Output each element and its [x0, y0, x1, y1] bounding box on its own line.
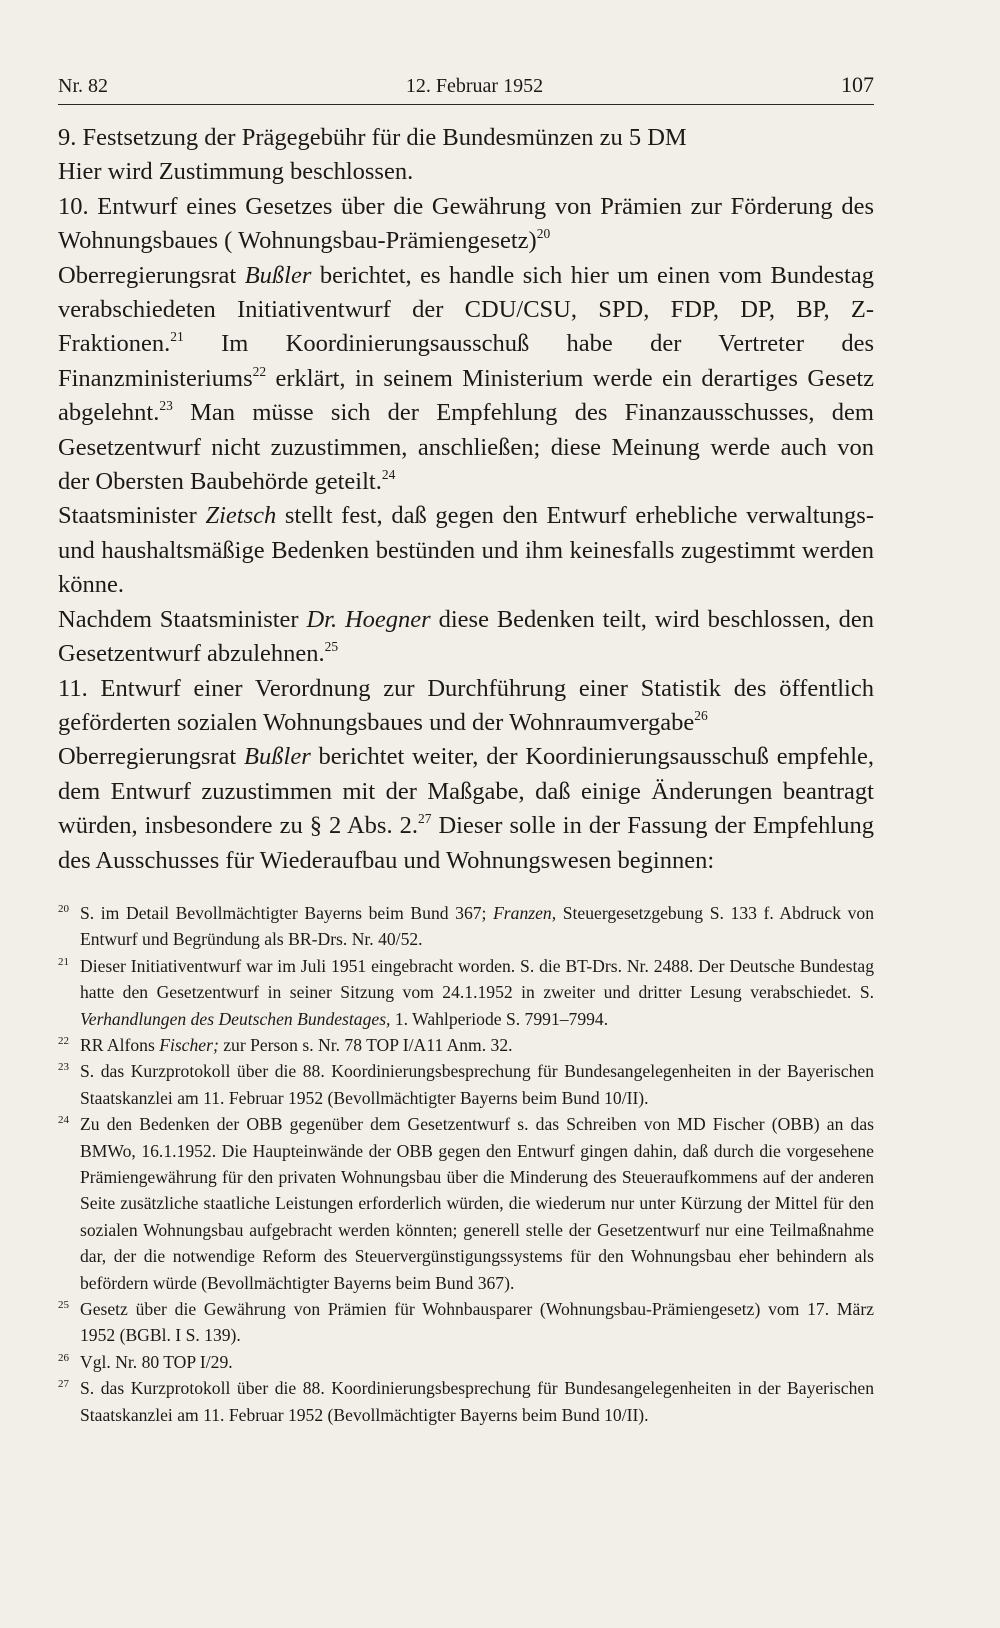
footnote — [58, 953, 874, 1032]
footnote-number: 24 — [58, 1114, 69, 1127]
italic-name: Bußler — [244, 743, 311, 771]
paragraph — [58, 190, 874, 259]
text-run: erklärt, in seinem Ministerium werde ein derartiges Gesetz abgelehnt. — [58, 364, 874, 427]
italic-name: Verhandlungen des Deutschen Bundestages, — [80, 1008, 391, 1029]
paragraph — [58, 259, 874, 500]
text-run: Oberregierungsrat — [58, 743, 245, 771]
footnote — [58, 1296, 874, 1349]
text-run: berichtet weiter, der Koordinierungsausschuß empfehle, dem Entwurf zuzustimmen mit der Maßgabe, daß einige Änderungen beantragt würden, insbesondere zu § 2 Abs. 2. — [58, 743, 874, 840]
text-run: Steuergesetzgebung S. 133 f. Abdruck von Entwurf und Begründung als BR-Drs. Nr. 40/52. — [80, 902, 874, 950]
text-run: 10. Entwurf eines Gesetzes über die Gewährung von Prämien zur Förderung des Wohnungsbaues ( Wohnungsbau-Prämiengesetz) — [58, 192, 874, 255]
footnote-reference: 25 — [324, 639, 339, 654]
text-run: stellt fest, daß gegen den Entwurf erhebliche verwaltungs- und haushaltsmäßige Bedenken bestünden und ihm keinesfalls zugestimmt werden könne. — [58, 502, 874, 599]
text-run: 9. Festsetzung der Prägegebühr für die Bundesmünzen zu 5 DM — [58, 124, 687, 151]
text-run: Nachdem Staatsminister — [58, 605, 307, 633]
footnote-reference: 24 — [381, 466, 396, 482]
footnote-number: 20 — [58, 902, 69, 915]
footnote-reference: 20 — [536, 226, 551, 242]
footnote — [58, 900, 874, 953]
paragraph — [58, 155, 874, 189]
text-run: Man müsse sich der Empfehlung des Finanzausschusses, dem Gesetzentwurf nicht zuzustimmen, anschließen; diese Meinung werde auch von der Obersten Baubehörde geteilt. — [58, 399, 874, 496]
footnote-text — [80, 900, 874, 953]
footnote-text — [80, 1375, 874, 1428]
paragraph — [58, 672, 874, 741]
footnote-number: 21 — [58, 955, 69, 968]
footnote-text — [80, 1296, 874, 1349]
footnote-number: 22 — [58, 1034, 69, 1047]
text-run: 1. Wahlperiode S. 7991–7994. — [390, 1008, 609, 1029]
italic-name: Franzen, — [493, 902, 557, 923]
paragraph — [58, 121, 874, 155]
footnote-number: 26 — [58, 1351, 69, 1364]
footnote-text — [80, 1032, 874, 1058]
page — [58, 72, 874, 1428]
text-run: S. das Kurzprotokoll über die 88. Koordinierungsbesprechung für Bundesangelegenheiten in der Bayerischen Staatskanzlei am 11. Februar 1952 (Bevollmächtigter Bayerns beim Bund 10/II). — [80, 1061, 874, 1108]
footnote-separator — [58, 878, 874, 900]
text-run: Dieser solle in der Fassung der Empfehlung des Ausschusses für Wiederaufbau und Wohnungswesen beginnen: — [58, 812, 874, 874]
text-run: RR Alfons — [80, 1034, 160, 1055]
text-run: S. im Detail Bevollmächtigter Bayerns beim Bund 367; — [80, 902, 494, 923]
footnote — [58, 1375, 874, 1428]
text-run: zur Person s. Nr. 78 TOP I/A11 Anm. 32. — [218, 1034, 513, 1055]
footnote-number: 23 — [58, 1061, 69, 1074]
footnote — [58, 1111, 874, 1296]
footnote-text — [80, 1058, 874, 1111]
running-header — [58, 72, 874, 105]
text-run: Hier wird Zustimmung beschlossen. — [58, 158, 414, 186]
footnote-text — [80, 953, 874, 1032]
text-run: S. das Kurzprotokoll über die 88. Koordinierungsbesprechung für Bundesangelegenheiten in der Bayerischen Staatskanzlei am 11. Februar 1952 (Bevollmächtigter Bayerns beim Bund 10/II). — [80, 1378, 874, 1425]
text-run: 11. Entwurf einer Verordnung zur Durchführung einer Statistik des öffentlich geförderten sozialen Wohnungsbaues und der Wohnraumvergabe — [58, 674, 874, 736]
italic-name: Bußler — [244, 261, 312, 289]
text-run: Dieser Initiativentwurf war im Juli 1951 eingebracht worden. S. die BT-Drs. Nr. 2488. Der Deutsche Bundestag hatte den Gesetzentwurf in seiner Sitzung vom 24.1.1952 in zweiter und dritter Lesung verabschiedet. S. — [80, 955, 874, 1003]
italic-name: Dr. Hoegner — [306, 605, 431, 633]
italic-name: Fischer; — [159, 1034, 219, 1055]
footnote-reference: 27 — [417, 811, 432, 827]
main-text — [58, 121, 874, 878]
footnote — [58, 1349, 874, 1375]
header-date: 12. Februar 1952 — [405, 75, 544, 97]
text-run: berichtet, es handle sich hier um einen vom Bundestag verabschiedeten Initiativentwurf der CDU/CSU, SPD, FDP, DP, BP, Z-Fraktionen. — [58, 261, 874, 358]
footnote-text — [80, 1111, 874, 1296]
footnote-reference: 22 — [252, 363, 267, 379]
italic-name: Zietsch — [205, 502, 277, 530]
text-run: Gesetz über die Gewährung von Prämien für Wohnbausparer (Wohnungsbau-Prämiengesetz) vom 17. März 1952 (BGBl. I S. 139). — [80, 1299, 874, 1346]
paragraph — [58, 740, 874, 878]
footnote-reference: 26 — [694, 707, 708, 723]
footnote — [58, 1058, 874, 1111]
paragraph — [58, 499, 874, 602]
text-run: diese Bedenken teilt, wird beschlossen, den Gesetzentwurf abzulehnen. — [58, 605, 874, 668]
footnote-number: 25 — [58, 1299, 69, 1312]
footnote-text — [80, 1349, 874, 1375]
text-run: Vgl. Nr. 80 TOP I/29. — [80, 1351, 233, 1372]
footnote-reference: 23 — [159, 398, 173, 414]
footnote-number: 27 — [58, 1378, 69, 1391]
text-run: Oberregierungsrat — [58, 261, 245, 289]
page-number: 107 — [840, 72, 874, 97]
text-run: Zu den Bedenken der OBB gegenüber dem Gesetzentwurf s. das Schreiben von MD Fischer (OBB) an das BMWo, 16.1.1952. Die Haupteinwände der OBB gegen den Entwurf gingen dahin, daß durch die vorgesehene Prämiengewährung für den privaten Wohnungsbau über die Minderung des Steueraufkommens auf der anderen Seite zusätzliche staatliche Leistungen erforderlich würden, die wiederum nur unter Kürzung der Mittel für den sozialen Wohnungsbau aufgebracht werden könnten; generell stelle der Gesetzentwurf nur eine Teilmaßnahme dar, der die notwendige Reform des Steuervergünstigungssystems für den Wohnungsbau eher behindern als befördern würde (Bevollmächtigter Bayerns beim Bund 367). — [80, 1114, 874, 1293]
text-run: Im Koordinierungsausschuß habe der Vertreter des Finanzministeriums — [58, 330, 874, 392]
footnote-reference: 21 — [170, 329, 184, 345]
document-number: Nr. 82 — [58, 75, 108, 97]
footnotes — [58, 900, 874, 1428]
text-run: Staatsminister — [58, 502, 206, 530]
footnote — [58, 1032, 874, 1058]
paragraph — [58, 603, 874, 672]
